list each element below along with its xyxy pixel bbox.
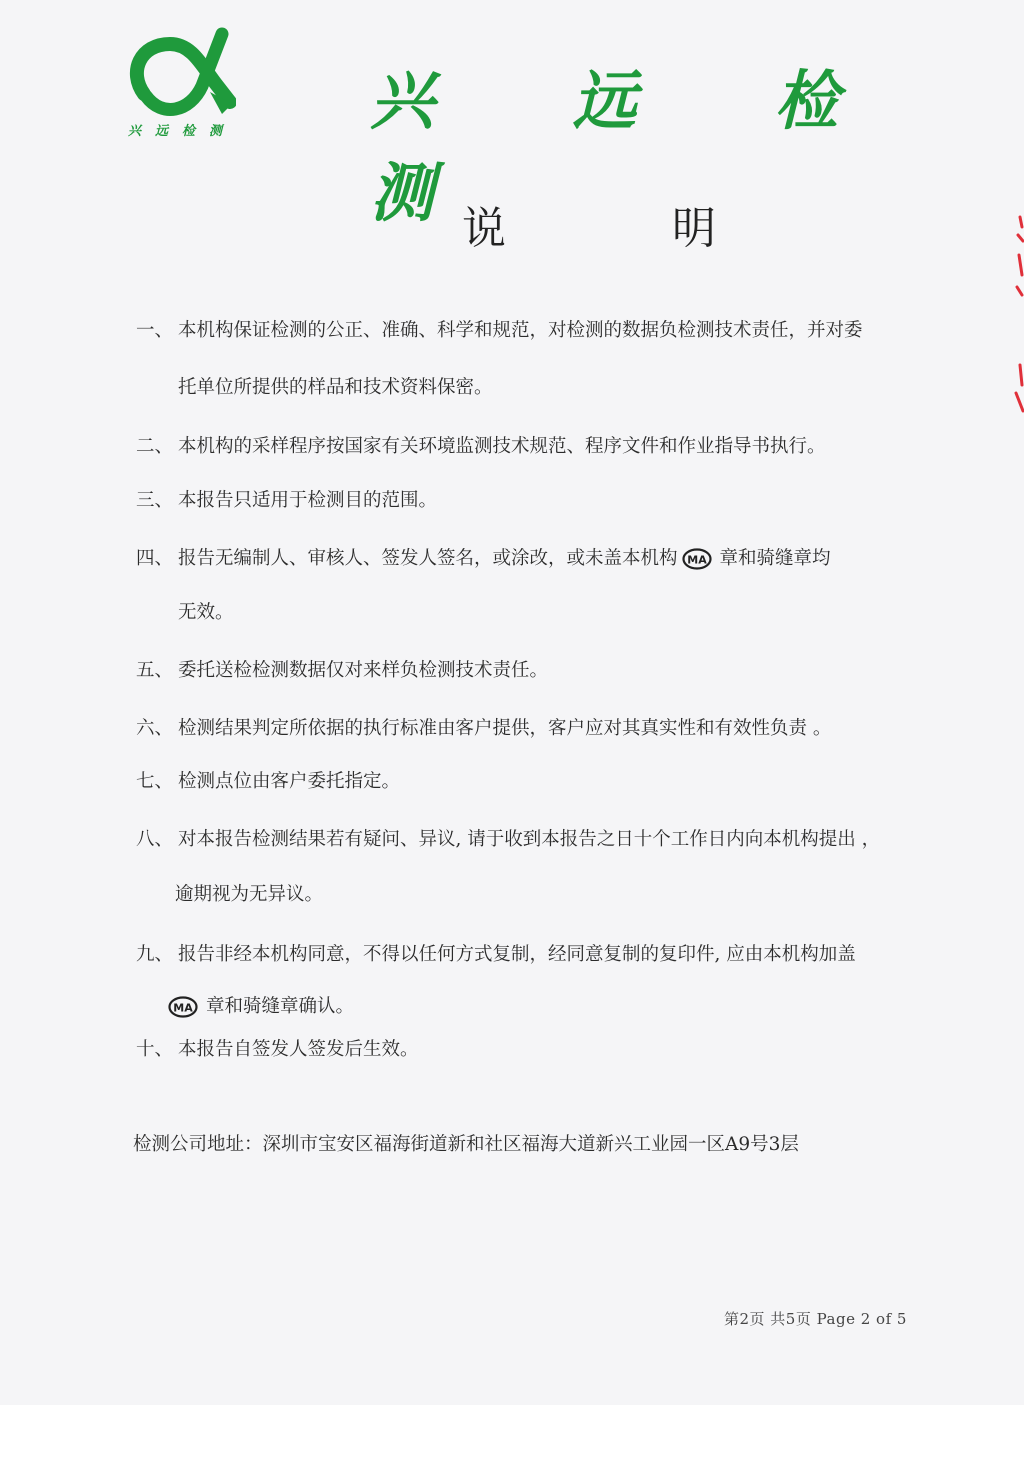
item-number: 一、 <box>136 320 174 341</box>
item-continuation: 托单位所提供的样品和技术资料保密。 <box>178 377 493 398</box>
item-text: 检测点位由客户委托指定。 <box>178 771 401 792</box>
item-continuation <box>168 996 354 1018</box>
item-text: 对本报告检测结果若有疑问、异议, 请于收到本报告之日十个工作日内向本机构提出 ， <box>178 829 881 850</box>
list-item <box>136 1039 956 1061</box>
item-text: 本报告自签发人签发后生效。 <box>178 1039 419 1060</box>
item-text: 委托送检检测数据仅对来样负检测技术责任。 <box>178 660 549 681</box>
item-text-after: 章和骑缝章均 <box>719 548 831 569</box>
item-text: 报告无编制人、审核人、签发人签名，或涂改，或未盖本机构 <box>178 548 678 569</box>
item-number: 六、 <box>136 718 174 739</box>
item-text: 检测结果判定所依据的执行标准由客户提供，客户应对其真实性和有效性负责 。 <box>178 718 832 739</box>
brand-title: 兴 远 检 测 <box>370 65 897 231</box>
item-text: 本机构的采样程序按国家有关环境监测技术规范、程序文件和作业指导书执行。 <box>178 436 826 457</box>
item-text-after: 章和骑缝章确认。 <box>206 996 355 1017</box>
page-title: 说 明 <box>462 203 792 254</box>
item-number: 七、 <box>136 771 174 792</box>
item-number: 四、 <box>136 548 174 569</box>
item-number: 二、 <box>136 436 174 457</box>
list-item <box>136 771 956 793</box>
list-item <box>136 829 956 851</box>
list-item <box>136 718 956 740</box>
item-text: 本机构保证检测的公正、准确、科学和规范，对检测的数据负检测技术责任，并对委 <box>178 320 863 341</box>
list-item <box>136 320 956 342</box>
item-number: 八、 <box>136 829 174 850</box>
item-text: 报告非经本机构同意，不得以任何方式复制，经同意复制的复印件, 应由本机构加盖 <box>178 944 856 965</box>
page-footer: 第2页 共5页 Page 2 of 5 <box>724 1310 907 1328</box>
cma-mark-icon <box>682 548 712 570</box>
item-number: 三、 <box>136 490 174 511</box>
list-item <box>136 490 956 512</box>
company-address: 检测公司地址：深圳市宝安区福海街道新和社区福海大道新兴工业园一区A9号3层 <box>133 1134 799 1155</box>
svg-text:MA: MA <box>686 553 707 567</box>
item-number: 九、 <box>136 944 174 965</box>
logo-caption: 兴远检测 <box>128 124 237 139</box>
list-item <box>136 548 956 570</box>
list-item <box>136 944 956 966</box>
seal-stamp-edge-icon <box>1010 215 1024 425</box>
cma-mark-icon <box>168 996 198 1018</box>
item-text: 本报告只适用于检测目的范围。 <box>178 490 438 511</box>
list-item <box>136 436 956 458</box>
item-continuation: 无效。 <box>178 602 234 623</box>
item-number: 五、 <box>136 660 174 681</box>
scan-bottom-margin <box>0 1405 1024 1460</box>
item-continuation: 逾期视为无异议。 <box>175 884 324 905</box>
item-number: 十、 <box>136 1039 174 1060</box>
list-item <box>136 660 956 682</box>
svg-text:MA: MA <box>173 1001 193 1015</box>
